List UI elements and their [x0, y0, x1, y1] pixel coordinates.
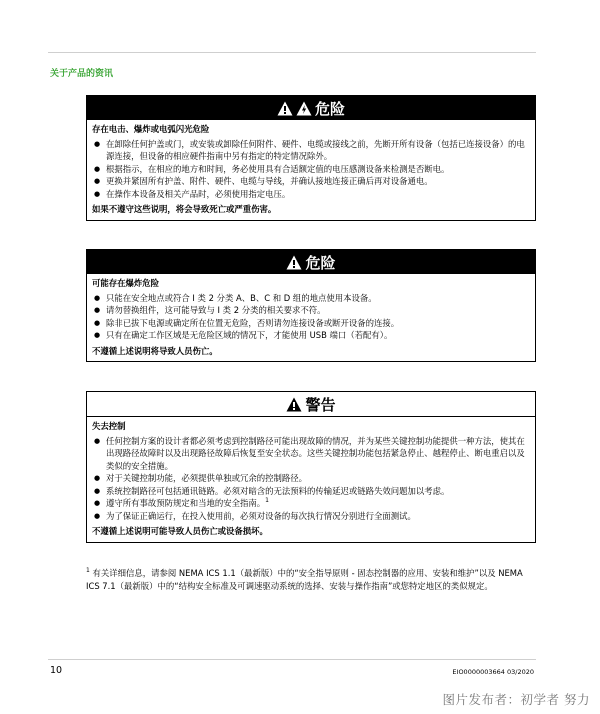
footnote-ref[interactable]: 1: [265, 497, 269, 505]
warning-header: [87, 392, 535, 417]
warning-box-loss-of-control: [86, 391, 536, 543]
footnote-text: 有关详细信息，请参阅 NEMA ICS 1.1（最新版）中的“安全指导原则 - 固态控制器的应用、安装和维护”以及 NEMA ICS 7.1（最新版）中的“结构安全标准及可调速驱动系统的选择、安装与操作指南”或您特定地区的类似规定。: [86, 568, 523, 591]
list-item-text: 遵守所有事故预防规定和当地的安全指南。: [106, 498, 266, 508]
danger-header: [87, 250, 535, 274]
hazard-conclusion: 不遵循上述说明可能导致人员伤亡或设备损坏。: [92, 526, 268, 536]
warning-triangle-icon: [277, 101, 293, 116]
list-item: ● 在操作本设备及相关产品时，必须使用指定电压。: [92, 188, 530, 201]
list-item: ● 更换并紧固所有护盖、附件、硬件、电缆与导线，并确认接地连接正确后再对设备通电。: [92, 175, 530, 188]
warning-triangle-icon: [286, 255, 302, 270]
section-title: 关于产品的资讯: [50, 69, 114, 79]
bottom-rule: [48, 659, 536, 660]
hazard-subtitle: 失去控制: [92, 421, 126, 431]
footnote: [86, 567, 536, 593]
list-item: ● 对于关键控制功能，必须提供单独或冗余的控制路径。: [92, 472, 530, 485]
top-rule: [48, 52, 536, 53]
danger-box-explosion: [86, 249, 536, 362]
list-item: ● 在卸除任何护盖或门，或安装或卸除任何附件、硬件、电缆或接线之前，先断开所有设备（包括已连接设备）的电源连接，但设备的相应硬件指南中另有指定的特定情况除外。: [92, 138, 530, 163]
danger-label: 危险: [314, 99, 345, 118]
danger-box-electric: [86, 95, 536, 221]
list-item: ● 根据指示，在相应的地方和时间，务必使用具有合适额定值的电压感测设备来检测是否断电。: [92, 163, 530, 176]
hazard-conclusion: 不遵循上述说明将导致人员伤亡。: [92, 345, 218, 356]
list-item: ● 只有在确定工作区域是无危险区域的情况下，才能使用 USB 端口（若配有）。: [92, 329, 530, 342]
list-item: ● 任何控制方案的设计者都必须考虑到控制路径可能出现故障的情况，并为某些关键控制功能提供一种方法，使其在出现路径故障时以及出现路径故障后恢复至安全状态。这些关键控制功能包括紧急停止、越程停止、断电重启以及类似的安全措施。: [92, 435, 530, 473]
danger-header: [87, 96, 535, 120]
footnote-marker: 1: [86, 567, 90, 575]
list-item: ● 系统控制路径可包括通讯链路。必须对暗含的无法预料的传输延迟或链路失效问题加以考虑。: [92, 485, 530, 498]
hazard-conclusion: 如果不遵守这些说明，将会导致死亡或严重伤害。: [92, 204, 277, 214]
list-item: [92, 497, 530, 510]
hazard-subtitle: 可能存在爆炸危险: [92, 278, 159, 288]
page-number: 10: [50, 665, 63, 676]
hazard-subtitle: 存在电击、爆炸或电弧闪光危险: [92, 124, 210, 134]
list-item: ● 请勿替换组件，这可能导致与 I 类 2 分类的相关要求不符。: [92, 304, 530, 317]
warning-triangle-icon: [286, 397, 302, 412]
danger-label: 危险: [305, 253, 336, 272]
list-item: ● 只能在安全地点或符合 I 类 2 分类 A、B、C 和 D 组的地点使用本设备。: [92, 292, 530, 305]
electric-hazard-icon: [296, 101, 312, 116]
list-item: ● 除非已拔下电源或确定所在位置无危险，否则请勿连接设备或断开设备的连接。: [92, 317, 530, 330]
watermark: 图片发布者：初学者 努力: [442, 692, 590, 707]
warning-label: 警告: [305, 395, 336, 414]
document-reference: EIO0000003664 03/2020: [452, 668, 534, 676]
list-item: ● 为了保证正确运行，在投入使用前，必须对设备的每次执行情况分别进行全面测试。: [92, 510, 530, 523]
